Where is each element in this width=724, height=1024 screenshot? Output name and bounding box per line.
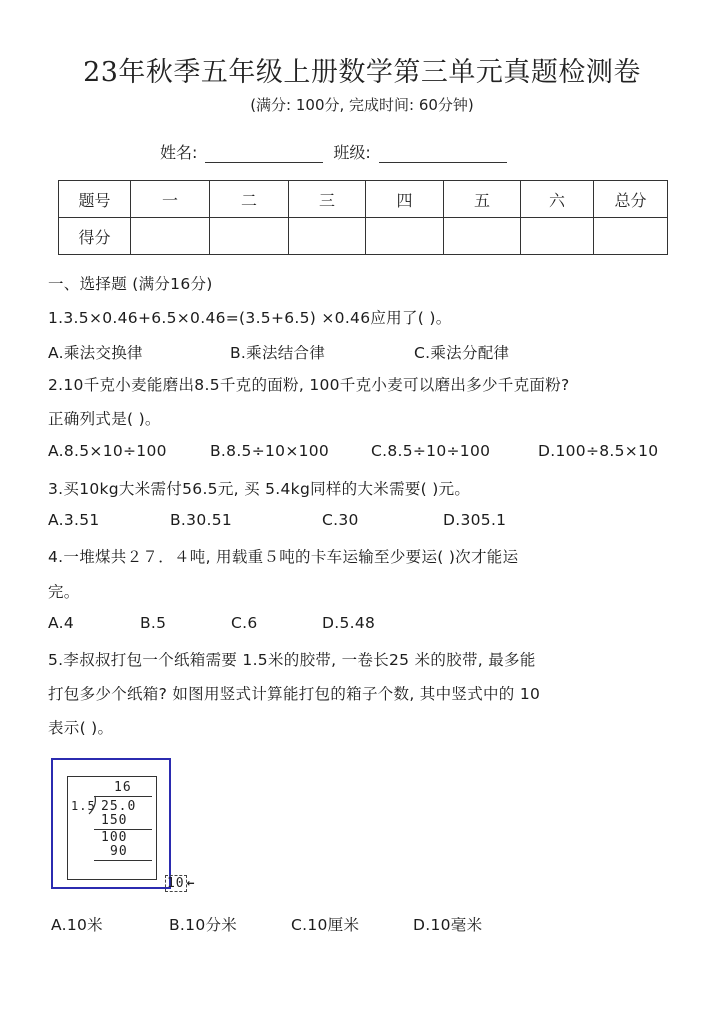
option-d[interactable]: D.10毫米 [413, 916, 483, 934]
option-b[interactable]: B.30.51 [170, 511, 233, 529]
long-division-figure [51, 758, 196, 891]
option-d[interactable]: D.5.48 [322, 614, 376, 632]
option-c[interactable]: C.8.5÷10÷100 [371, 442, 491, 460]
name-label: 姓名: [160, 143, 198, 162]
option-c[interactable]: C.10厘米 [291, 916, 360, 934]
table-cell: 总分 [594, 181, 668, 218]
option-a[interactable]: A.4 [48, 614, 75, 632]
option-b[interactable]: B.10分米 [169, 916, 238, 934]
step-subtract-2: 90 [110, 844, 128, 859]
division-bracket-icon [88, 795, 98, 815]
option-a[interactable]: A.8.5×10÷100 [48, 442, 167, 460]
remainder-value: 10 [166, 876, 185, 891]
question-5-text: 5.李叔叔打包一个纸箱需要 1.5米的胶带, 一卷长25 米的胶带, 最多能 [48, 651, 536, 669]
score-cell[interactable] [289, 218, 366, 255]
option-b[interactable]: B.8.5÷10×100 [210, 442, 330, 460]
option-a[interactable]: A.乘法交换律 [48, 344, 143, 362]
option-b[interactable]: B.5 [140, 614, 167, 632]
page-title: 23年秋季五年级上册数学第三单元真题检测卷 [83, 57, 641, 88]
step-remainder-1: 100 [101, 830, 128, 845]
option-d[interactable]: D.305.1 [443, 511, 507, 529]
question-1-text: 1.3.5×0.46+6.5×0.46=(3.5+6.5) ×0.46应用了( )。 [48, 309, 452, 327]
table-cell: 一 [131, 181, 210, 218]
option-a[interactable]: A.3.51 [48, 511, 100, 529]
table-cell: 三 [289, 181, 366, 218]
option-a[interactable]: A.10米 [51, 916, 103, 934]
question-4-text: 4.一堆煤共２７．４吨, 用载重５吨的卡车运输至少要运( )次才能运 [48, 548, 519, 566]
question-2-text-cont: 正确列式是( )。 [48, 410, 161, 428]
table-cell: 六 [521, 181, 594, 218]
option-c[interactable]: C.乘法分配律 [414, 344, 510, 362]
table-cell: 二 [210, 181, 289, 218]
score-cell[interactable] [366, 218, 444, 255]
arrow-left-icon: ← [186, 876, 196, 891]
question-5-text-cont2: 表示( )。 [48, 719, 114, 737]
long-division-box [67, 776, 196, 891]
score-cell[interactable] [444, 218, 521, 255]
step-subtract-1: 150 [101, 813, 128, 828]
option-d[interactable]: D.100÷8.5×10 [538, 442, 659, 460]
remainder [112, 863, 195, 905]
score-cell[interactable] [131, 218, 210, 255]
divisor: 1.5 [71, 799, 96, 813]
class-label: 班级: [333, 143, 371, 162]
name-field[interactable] [205, 144, 323, 163]
quotient: 16 [114, 780, 132, 795]
exam-info: (满分: 100分, 完成时间: 60分钟) [250, 96, 474, 114]
table-row-header [59, 181, 668, 218]
question-4-text-cont: 完。 [48, 583, 80, 601]
division-bar [94, 796, 152, 797]
table-row-score [59, 218, 668, 255]
score-cell[interactable] [210, 218, 289, 255]
student-info-row [160, 140, 507, 163]
rule-line [94, 860, 152, 861]
score-cell[interactable] [521, 218, 594, 255]
question-3-text: 3.买10kg大米需付56.5元, 买 5.4kg同样的大米需要( )元。 [48, 480, 471, 498]
section-heading: 一、选择题 (满分16分) [48, 275, 213, 293]
dividend: 25.0 [101, 799, 137, 814]
table-cell: 题号 [59, 181, 131, 218]
question-5-text-cont: 打包多少个纸箱? 如图用竖式计算能打包的箱子个数, 其中竖式中的 10 [48, 685, 541, 703]
table-cell: 五 [444, 181, 521, 218]
option-c[interactable]: C.30 [322, 511, 359, 529]
score-table [58, 180, 668, 255]
question-2-text: 2.10千克小麦能磨出8.5千克的面粉, 100千克小麦可以磨出多少千克面粉? [48, 376, 570, 394]
option-c[interactable]: C.6 [231, 614, 258, 632]
table-cell: 得分 [59, 218, 131, 255]
option-b[interactable]: B.乘法结合律 [230, 344, 326, 362]
class-field[interactable] [379, 144, 507, 163]
table-cell: 四 [366, 181, 444, 218]
score-cell[interactable] [594, 218, 668, 255]
